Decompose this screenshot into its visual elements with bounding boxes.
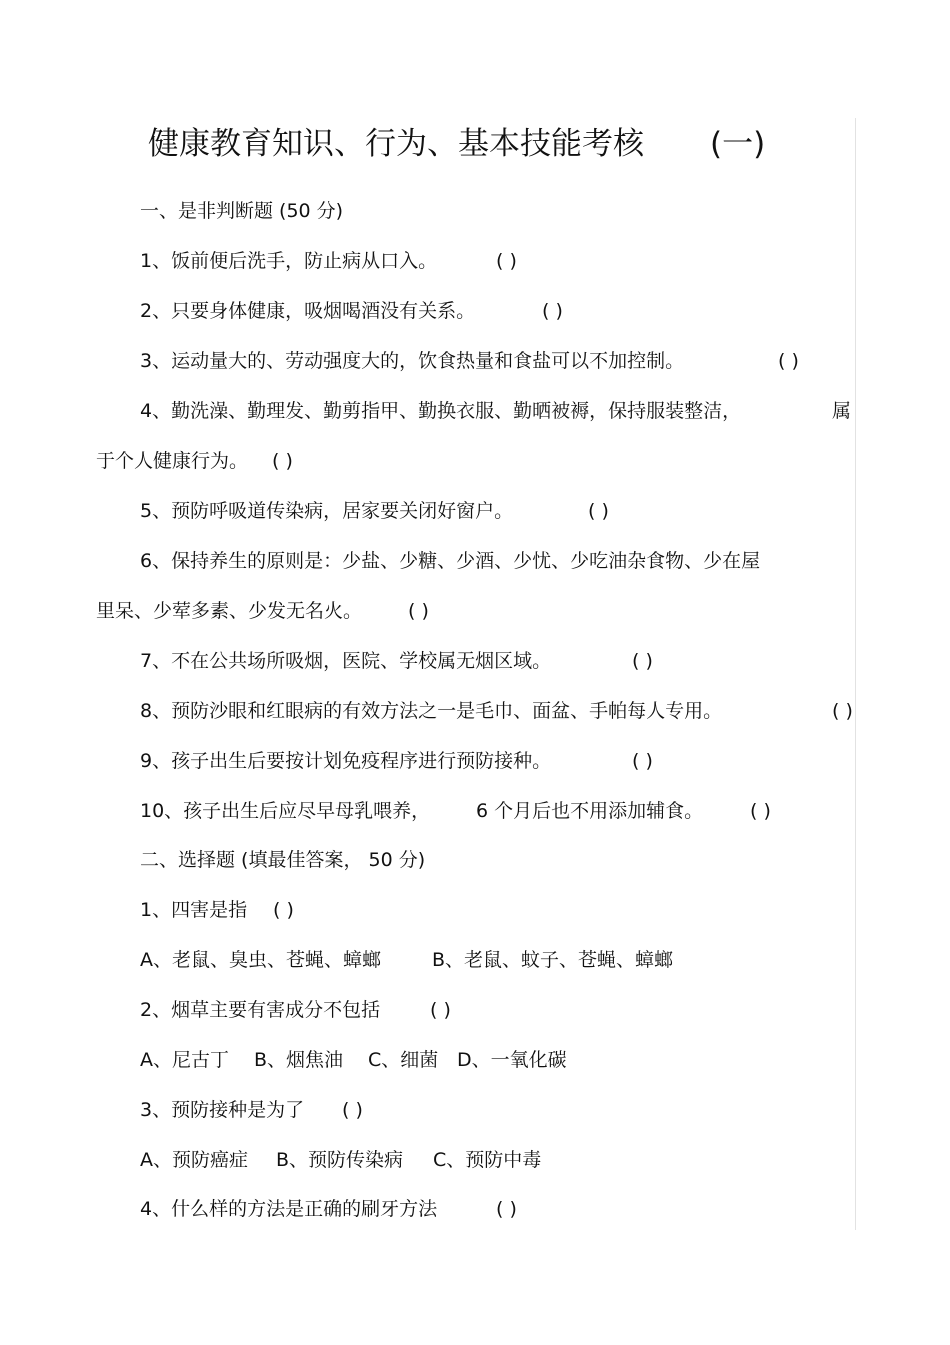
answer-blank: ( ) xyxy=(778,350,799,372)
mc-question-1-option-a: A、老鼠、臭虫、苍蝇、蟑螂 xyxy=(140,949,381,971)
tf-question-10-part-1: 10、孩子出生后应尽早母乳喂养， xyxy=(140,800,431,822)
answer-blank: ( ) xyxy=(496,1198,517,1220)
tf-question-5: 5、预防呼吸道传染病，居家要关闭好窗户。 xyxy=(140,500,514,522)
page-title-number: (一) xyxy=(710,126,766,162)
tf-question-9: 9、孩子出生后要按计划免疫程序进行预防接种。 xyxy=(140,750,552,772)
answer-blank: ( ) xyxy=(342,1099,363,1121)
mc-question-2-option-a: A、尼古丁 xyxy=(140,1049,229,1071)
mc-question-3-option-b: B、预防传染病 xyxy=(276,1149,404,1171)
answer-blank: ( ) xyxy=(542,300,563,322)
mc-question-2: 2、烟草主要有害成分不包括 xyxy=(140,999,381,1021)
tf-question-10-part-2: 6 个月后也不用添加辅食。 xyxy=(476,800,704,822)
mc-question-3: 3、预防接种是为了 xyxy=(140,1099,305,1121)
answer-blank: ( ) xyxy=(750,800,771,822)
tf-question-4-line-1-end: 属 xyxy=(832,400,852,422)
page-edge-divider xyxy=(855,118,856,1230)
answer-blank: ( ) xyxy=(273,899,294,921)
mc-question-2-option-d: D、一氧化碳 xyxy=(457,1049,567,1071)
answer-blank: ( ) xyxy=(496,250,517,272)
answer-blank: ( ) xyxy=(832,700,853,722)
section-heading-multiple-choice: 二、选择题 (填最佳答案， 50 分) xyxy=(140,849,426,871)
section-heading-true-false: 一、是非判断题 (50 分) xyxy=(140,200,344,222)
answer-blank: ( ) xyxy=(272,450,293,472)
mc-question-2-option-b: B、烟焦油 xyxy=(254,1049,344,1071)
mc-question-1: 1、四害是指 xyxy=(140,899,248,921)
tf-question-4-line-1: 4、勤洗澡、勤理发、勤剪指甲、勤换衣服、勤晒被褥，保持服装整洁， xyxy=(140,400,742,422)
answer-blank: ( ) xyxy=(588,500,609,522)
tf-question-2: 2、只要身体健康，吸烟喝酒没有关系。 xyxy=(140,300,476,322)
tf-question-7: 7、不在公共场所吸烟，医院、学校属无烟区域。 xyxy=(140,650,552,672)
answer-blank: ( ) xyxy=(632,750,653,772)
answer-blank: ( ) xyxy=(430,999,451,1021)
answer-blank: ( ) xyxy=(632,650,653,672)
answer-blank: ( ) xyxy=(408,600,429,622)
tf-question-6-line-1: 6、保持养生的原则是：少盐、少糖、少酒、少忧、少吃油杂食物、少在屋 xyxy=(140,550,761,572)
tf-question-4-line-2: 于个人健康行为。 xyxy=(96,450,249,472)
tf-question-6-line-2: 里呆、少荤多素、少发无名火。 xyxy=(96,600,363,622)
mc-question-3-option-c: C、预防中毒 xyxy=(433,1149,542,1171)
mc-question-3-option-a: A、预防癌症 xyxy=(140,1149,248,1171)
mc-question-4: 4、什么样的方法是正确的刷牙方法 xyxy=(140,1198,438,1220)
tf-question-3: 3、运动量大的、劳动强度大的，饮食热量和食盐可以不加控制。 xyxy=(140,350,685,372)
page-title: 健康教育知识、行为、基本技能考核 xyxy=(148,126,644,162)
tf-question-1: 1、饭前便后洗手，防止病从口入。 xyxy=(140,250,438,272)
mc-question-2-option-c: C、细菌 xyxy=(368,1049,439,1071)
tf-question-8: 8、预防沙眼和红眼病的有效方法之一是毛巾、面盆、手帕每人专用。 xyxy=(140,700,723,722)
mc-question-1-option-b: B、老鼠、蚊子、苍蝇、蟑螂 xyxy=(432,949,674,971)
